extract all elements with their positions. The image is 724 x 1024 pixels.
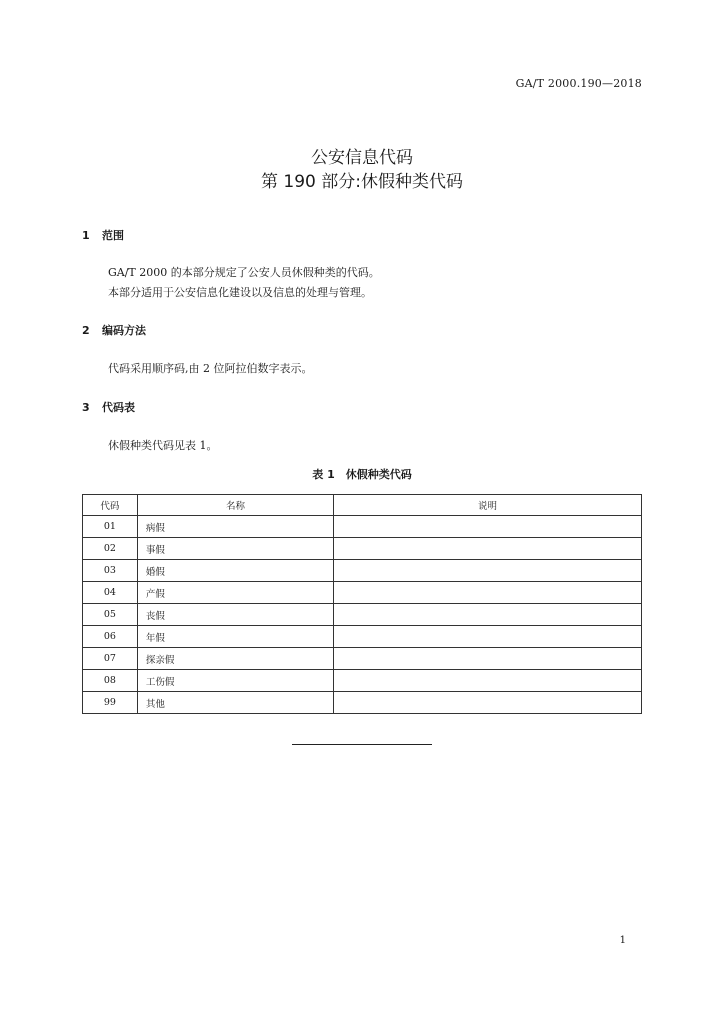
cell-code: 07 bbox=[83, 648, 138, 670]
cell-code: 03 bbox=[83, 560, 138, 582]
document-title-line1: 公安信息代码 bbox=[311, 148, 413, 168]
column-header-code: 代码 bbox=[83, 495, 138, 516]
standard-code: GA/T 2000.190—2018 bbox=[515, 77, 642, 90]
document-title-line2: 第 190 部分:休假种类代码 bbox=[261, 172, 463, 192]
cell-note bbox=[334, 582, 642, 604]
cell-code: 05 bbox=[83, 604, 138, 626]
code-table bbox=[82, 494, 642, 714]
cell-note bbox=[334, 692, 642, 714]
cell-name: 婚假 bbox=[137, 560, 333, 582]
cell-name: 事假 bbox=[137, 538, 333, 560]
section-number: 2 bbox=[82, 324, 90, 337]
cell-code: 01 bbox=[83, 516, 138, 538]
table-row bbox=[83, 604, 642, 626]
column-header-note: 说明 bbox=[334, 495, 642, 516]
table-header-row bbox=[83, 495, 642, 516]
table-row bbox=[83, 626, 642, 648]
cell-note bbox=[334, 626, 642, 648]
cell-note bbox=[334, 560, 642, 582]
section-1-paragraph-2: 本部分适用于公安信息化建设以及信息的处理与管理。 bbox=[108, 286, 372, 299]
section-number: 1 bbox=[82, 229, 90, 242]
cell-name: 病假 bbox=[137, 516, 333, 538]
cell-code: 99 bbox=[83, 692, 138, 714]
section-number: 3 bbox=[82, 401, 90, 414]
section-title: 范围 bbox=[102, 229, 124, 242]
cell-note bbox=[334, 538, 642, 560]
section-title: 编码方法 bbox=[102, 324, 146, 337]
section-1-heading bbox=[82, 227, 124, 243]
table-row bbox=[83, 538, 642, 560]
table-row bbox=[83, 516, 642, 538]
table-row bbox=[83, 582, 642, 604]
cell-note bbox=[334, 648, 642, 670]
page-number: 1 bbox=[619, 935, 626, 946]
cell-note bbox=[334, 604, 642, 626]
section-1-paragraph-1: GA/T 2000 的本部分规定了公安人员休假种类的代码。 bbox=[108, 266, 380, 279]
cell-code: 02 bbox=[83, 538, 138, 560]
end-rule-divider bbox=[292, 744, 432, 745]
cell-note bbox=[334, 516, 642, 538]
column-header-name: 名称 bbox=[137, 495, 333, 516]
section-3-heading bbox=[82, 399, 135, 415]
cell-name: 其他 bbox=[137, 692, 333, 714]
cell-name: 丧假 bbox=[137, 604, 333, 626]
section-title: 代码表 bbox=[102, 401, 135, 414]
cell-code: 06 bbox=[83, 626, 138, 648]
cell-note bbox=[334, 670, 642, 692]
table-row bbox=[83, 560, 642, 582]
table-caption: 表 1 休假种类代码 bbox=[312, 468, 412, 481]
section-2-heading bbox=[82, 322, 146, 338]
section-2-paragraph-1: 代码采用顺序码,由 2 位阿拉伯数字表示。 bbox=[108, 362, 313, 375]
cell-name: 年假 bbox=[137, 626, 333, 648]
section-3-paragraph-1: 休假种类代码见表 1。 bbox=[108, 439, 218, 452]
cell-name: 产假 bbox=[137, 582, 333, 604]
table-row bbox=[83, 670, 642, 692]
cell-name: 探亲假 bbox=[137, 648, 333, 670]
cell-code: 04 bbox=[83, 582, 138, 604]
cell-code: 08 bbox=[83, 670, 138, 692]
cell-name: 工伤假 bbox=[137, 670, 333, 692]
table-row bbox=[83, 692, 642, 714]
table-row bbox=[83, 648, 642, 670]
